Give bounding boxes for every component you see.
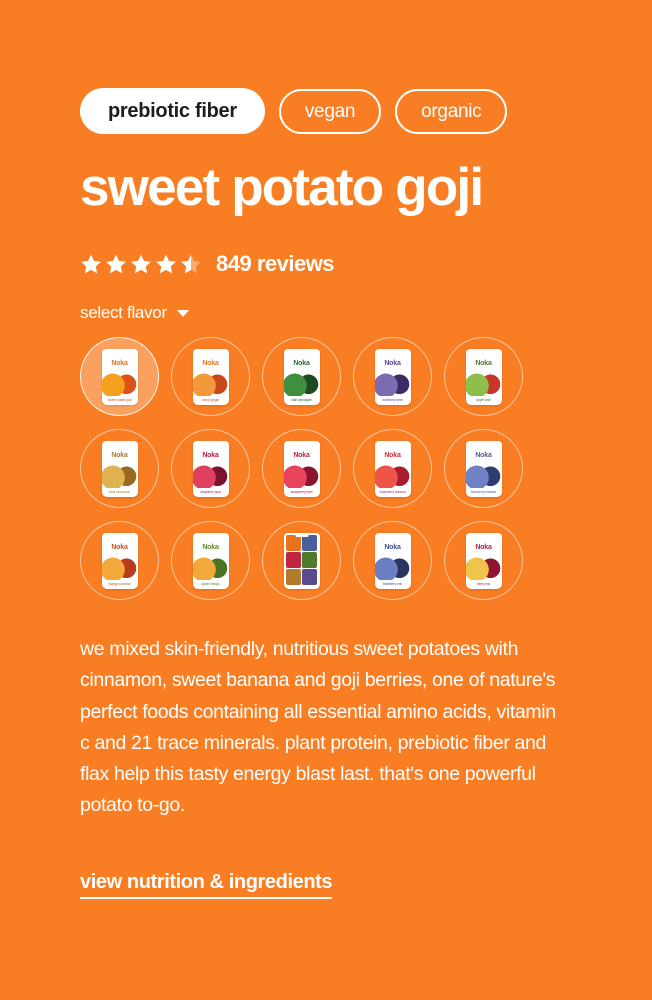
- flavor-pouch: [102, 441, 138, 497]
- pouch-flavor-caption: kale pineapple: [291, 398, 312, 403]
- pouch-artwork: [375, 554, 411, 580]
- flavor-option[interactable]: [444, 429, 523, 508]
- flavor-option[interactable]: [262, 429, 341, 508]
- pouch-mini-tile: [302, 535, 317, 551]
- brand-logo: Noka: [475, 451, 492, 459]
- brand-logo: Noka: [202, 359, 219, 367]
- pouch-artwork: [102, 370, 138, 396]
- flavor-pouch: [375, 441, 411, 497]
- flavor-pouch: [466, 349, 502, 405]
- pouch-flavor-caption: pear cinnamon: [108, 490, 131, 495]
- pouch-flavor-caption: blueberry mix: [382, 582, 403, 587]
- star-rating: [80, 253, 202, 275]
- flavor-pouch: [102, 349, 138, 405]
- pouch-artwork: [193, 370, 229, 396]
- flavor-option[interactable]: [353, 521, 432, 600]
- brand-logo: Noka: [384, 543, 401, 551]
- flavor-option[interactable]: [80, 521, 159, 600]
- brand-logo: Noka: [293, 359, 310, 367]
- flavor-option[interactable]: [80, 429, 159, 508]
- page-title: sweet potato goji: [80, 158, 483, 217]
- flavor-option[interactable]: [171, 337, 250, 416]
- tag-prebiotic-fiber[interactable]: prebiotic fiber: [80, 88, 265, 134]
- pouch-cap-icon: [113, 441, 126, 445]
- pouch-cap-icon: [204, 533, 217, 537]
- pouch-cap-icon: [295, 349, 308, 353]
- pouch-flavor-caption: blueberry banana: [471, 490, 496, 495]
- flavor-pouch: [193, 349, 229, 405]
- pouch-mini-tile: [302, 569, 317, 585]
- brand-logo: Noka: [111, 359, 128, 367]
- pouch-cap-icon: [295, 533, 308, 537]
- brand-logo: Noka: [202, 451, 219, 459]
- pouch-cap-icon: [477, 441, 490, 445]
- pouch-cap-icon: [477, 349, 490, 353]
- star-icon: [130, 253, 152, 275]
- pouch-flavor-caption: blueberry beet: [382, 398, 403, 403]
- pouch-cap-icon: [113, 533, 126, 537]
- pouch-artwork: [284, 370, 320, 396]
- brand-logo: Noka: [111, 451, 128, 459]
- brand-logo: Noka: [475, 359, 492, 367]
- flavor-pouch: [102, 533, 138, 589]
- tag-vegan[interactable]: vegan: [279, 89, 381, 134]
- view-nutrition-link[interactable]: view nutrition & ingredients: [80, 871, 332, 899]
- flavor-pouch: [284, 349, 320, 405]
- select-flavor-toggle[interactable]: [80, 303, 572, 323]
- pouch-artwork: [466, 462, 502, 488]
- pouch-flavor-caption: apple mango: [201, 582, 220, 587]
- pouch-flavor-caption: mango coconut: [108, 582, 131, 587]
- pouch-artwork: [466, 554, 502, 580]
- flavor-pouch: [466, 533, 502, 589]
- tag-organic[interactable]: organic: [395, 89, 507, 134]
- pouch-artwork: [102, 462, 138, 488]
- flavor-pouch: [284, 441, 320, 497]
- brand-logo: Noka: [475, 543, 492, 551]
- star-icon: [155, 253, 177, 275]
- pouch-flavor-caption: berry mix: [476, 582, 491, 587]
- flavor-option[interactable]: [262, 337, 341, 416]
- pouch-flavor-caption: carrot ginger: [201, 398, 220, 403]
- flavor-pouch: [375, 533, 411, 589]
- flavor-pouch: [193, 441, 229, 497]
- product-tags: [80, 0, 572, 134]
- star-icon: [105, 253, 127, 275]
- flavor-pouch: [284, 533, 320, 589]
- pouch-artwork: [284, 462, 320, 488]
- pouch-mini-tile: [286, 569, 301, 585]
- pouch-flavor-caption: sweet potato goji: [107, 398, 132, 403]
- brand-logo: Noka: [384, 359, 401, 367]
- star-half-icon: [180, 253, 202, 275]
- brand-logo: Noka: [111, 543, 128, 551]
- rating-row: [80, 251, 572, 277]
- flavor-pouch: [193, 533, 229, 589]
- pouch-cap-icon: [386, 349, 399, 353]
- pouch-artwork: [375, 370, 411, 396]
- pouch-cap-icon: [386, 533, 399, 537]
- star-icon: [80, 253, 102, 275]
- brand-logo: Noka: [293, 451, 310, 459]
- flavor-grid: [80, 337, 572, 600]
- flavor-option[interactable]: [171, 429, 250, 508]
- brand-logo: Noka: [202, 543, 219, 551]
- product-description: we mixed skin-friendly, nutritious sweet potatoes with cinnamon, sweet banana and goji berries, one of nature's perfect foods containing all essential amino acids, vitamin c and 21 trace minerals. plant protein, prebiotic fiber and flax help this tasty energy blast last. that's one powerful potato to-go.: [80, 638, 556, 817]
- brand-logo: Noka: [384, 451, 401, 459]
- pouch-artwork: [466, 370, 502, 396]
- pouch-artwork: [102, 554, 138, 580]
- pouch-artwork: [193, 554, 229, 580]
- flavor-option[interactable]: [80, 337, 159, 416]
- pouch-mini-tile: [286, 552, 301, 568]
- pouch-cap-icon: [113, 349, 126, 353]
- chevron-down-icon: [177, 310, 189, 317]
- select-flavor-label: select flavor: [80, 303, 167, 323]
- pouch-artwork: [375, 462, 411, 488]
- pouch-artwork: [193, 462, 229, 488]
- reviews-count[interactable]: 849 reviews: [216, 251, 335, 277]
- pouch-cap-icon: [386, 441, 399, 445]
- pouch-flavor-caption: strawberry banana: [379, 490, 406, 495]
- flavor-option[interactable]: [353, 429, 432, 508]
- flavor-pouch: [466, 441, 502, 497]
- pouch-mini-tile: [302, 552, 317, 568]
- pouch-cap-icon: [477, 533, 490, 537]
- flavor-option[interactable]: [262, 521, 341, 600]
- pouch-cap-icon: [204, 349, 217, 353]
- flavor-option[interactable]: [171, 521, 250, 600]
- flavor-option[interactable]: [444, 337, 523, 416]
- pouch-flavor-caption: strawberry beet: [290, 490, 313, 495]
- pouch-flavor-caption: raspberry acai: [200, 490, 221, 495]
- pouch-cap-icon: [204, 441, 217, 445]
- flavor-option[interactable]: [353, 337, 432, 416]
- pouch-flavor-caption: apple kale: [476, 398, 491, 403]
- flavor-pouch: [375, 349, 411, 405]
- pouch-mini-tile: [286, 535, 301, 551]
- flavor-option[interactable]: [444, 521, 523, 600]
- pouch-cap-icon: [295, 441, 308, 445]
